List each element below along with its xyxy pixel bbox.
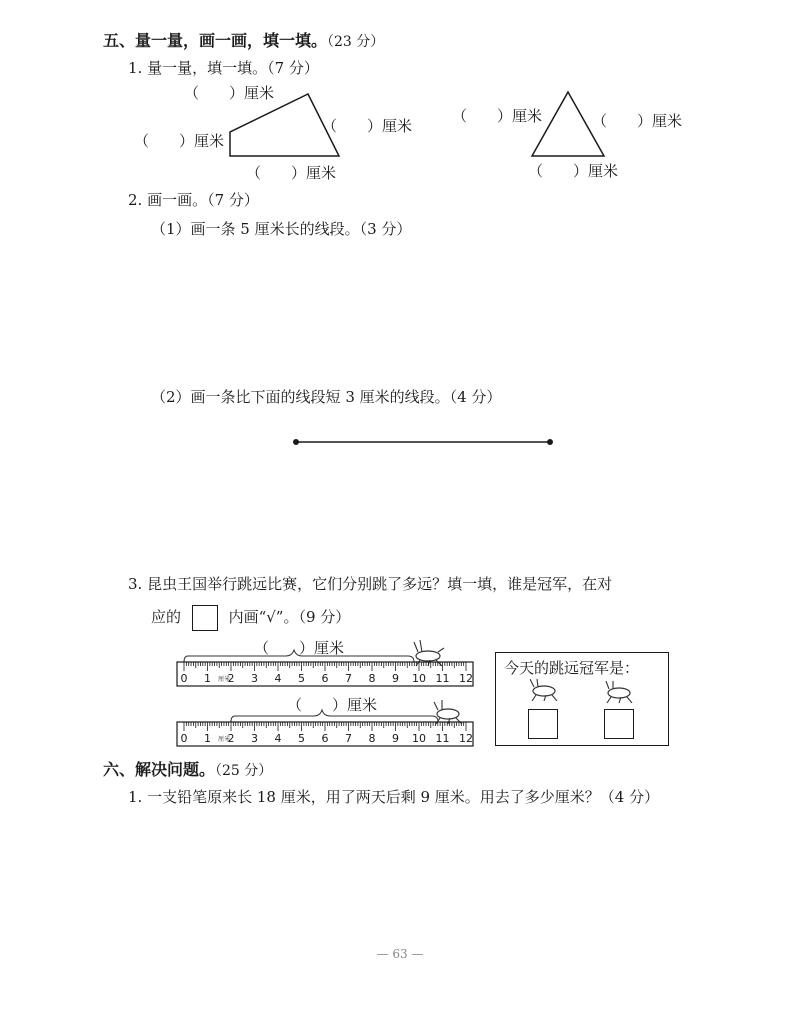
ruler-tick-label: 5 bbox=[298, 672, 305, 685]
cricket-answer-box[interactable] bbox=[604, 709, 634, 739]
section6-title: 六、解决问题。 bbox=[103, 760, 216, 779]
ruler-tick-label: 4 bbox=[274, 732, 282, 745]
quad-right-blank[interactable]: （ ）厘米 bbox=[322, 117, 413, 135]
tri-bottom-blank[interactable]: （ ）厘米 bbox=[528, 162, 619, 180]
q1-label: 1. 量一量，填一填。（7 分） bbox=[128, 59, 319, 77]
ruler-tick-label: 7 bbox=[345, 732, 352, 745]
q2-label: 2. 画一画。（7 分） bbox=[128, 191, 259, 209]
ruler-tick-label: 9 bbox=[392, 672, 399, 685]
section5-heading bbox=[103, 28, 384, 51]
quad-bottom-blank[interactable]: （ ）厘米 bbox=[246, 164, 337, 182]
ruler-tick-label: 0 bbox=[180, 732, 188, 745]
q3-line2 bbox=[151, 605, 350, 631]
ruler-2 bbox=[174, 698, 476, 748]
q3-line1: 3. 昆虫王国举行跳远比赛，它们分别跳了多远？填一填，谁是冠军，在对 bbox=[128, 575, 613, 593]
q3-line2-b: 内画“√”。（9 分） bbox=[228, 608, 351, 626]
ruler-tick-label: 1 bbox=[204, 672, 211, 685]
ruler-tick-label: 2 bbox=[227, 672, 235, 685]
ruler-tick-label: 2 bbox=[227, 732, 235, 745]
ruler2-blank[interactable]: （ ）厘米 bbox=[287, 696, 378, 714]
ruler-tick-label: 12 bbox=[459, 732, 473, 745]
ruler-tick-label: 9 bbox=[392, 732, 399, 745]
ruler-tick-label: 5 bbox=[298, 732, 305, 745]
ruler-tick-label: 12 bbox=[459, 672, 473, 685]
reference-segment bbox=[290, 436, 556, 448]
ruler-tick-label: 1 bbox=[204, 732, 211, 745]
ruler1-blank[interactable]: （ ）厘米 bbox=[254, 639, 345, 657]
s6-q1: 1. 一支铅笔原来长 18 厘米，用了两天后剩 9 厘米。用去了多少厘米？（4 分） bbox=[128, 788, 660, 806]
ruler-tick-label: 8 bbox=[368, 732, 376, 745]
ruler-tick-label: 6 bbox=[321, 672, 329, 685]
ruler-tick-label: 3 bbox=[251, 672, 258, 685]
grasshopper-icon bbox=[530, 679, 558, 701]
q3-line2-a: 应的 bbox=[151, 608, 182, 626]
page-number: — 63 — bbox=[376, 947, 424, 961]
section6-score: （25 分） bbox=[215, 763, 273, 779]
cricket-icon bbox=[434, 700, 462, 724]
q2-sub2: （2）画一条比下面的线段短 3 厘米的线段。（4 分） bbox=[151, 388, 502, 406]
quad-top-blank[interactable]: （ ）厘米 bbox=[184, 84, 275, 102]
tri-left-blank[interactable]: （ ）厘米 bbox=[452, 107, 543, 125]
tri-right-blank[interactable]: （ ）厘米 bbox=[592, 112, 683, 130]
champion-box bbox=[495, 652, 669, 746]
grasshopper-answer-box[interactable] bbox=[528, 709, 558, 739]
ruler-tick-label: 10 bbox=[412, 732, 426, 745]
ruler-tick-label: 7 bbox=[345, 672, 352, 685]
q2-sub1: （1）画一条 5 厘米长的线段。（3 分） bbox=[151, 220, 412, 238]
ruler-tick-label: 10 bbox=[412, 672, 426, 685]
ruler-unit-label: 厘米 bbox=[218, 676, 231, 683]
cricket-icon bbox=[604, 681, 634, 703]
quad-left-blank[interactable]: （ ）厘米 bbox=[134, 132, 225, 150]
section5-score: （23 分） bbox=[327, 34, 385, 50]
section6-heading bbox=[103, 757, 272, 780]
answer-box-icon bbox=[192, 605, 218, 631]
ruler-unit-label: 厘米 bbox=[218, 736, 231, 743]
ruler-tick-label: 8 bbox=[368, 672, 376, 685]
ruler-tick-label: 4 bbox=[274, 672, 282, 685]
ruler-1 bbox=[174, 638, 476, 688]
ruler-tick-label: 0 bbox=[180, 672, 188, 685]
ruler-tick-label: 6 bbox=[321, 732, 329, 745]
section5-title: 五、量一量，画一画，填一填。 bbox=[103, 31, 328, 50]
champion-title: 今天的跳远冠军是： bbox=[504, 659, 640, 677]
ruler-tick-label: 11 bbox=[435, 732, 450, 745]
ruler-tick-label: 3 bbox=[251, 732, 258, 745]
ruler-tick-label: 11 bbox=[435, 672, 450, 685]
